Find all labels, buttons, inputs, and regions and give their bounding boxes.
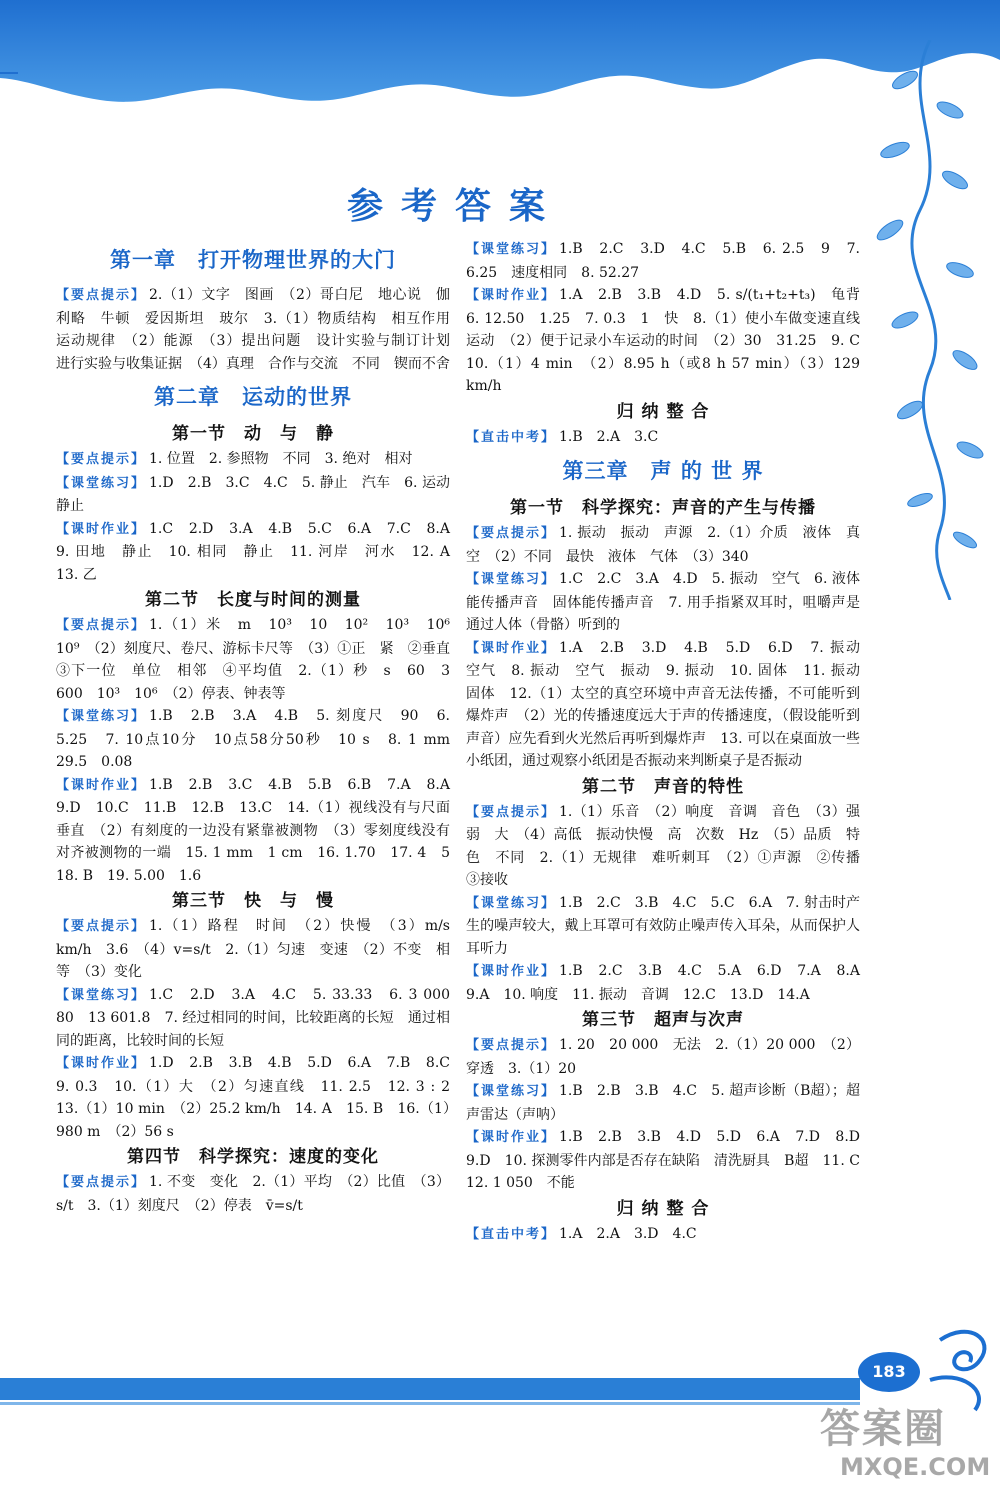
answer-text: 1. 振动 振动 声源 2.（1）介质 液体 真空 （2）不同 最快 液体 气体 （3）340 [466,525,860,565]
section-title: 第三节 快 与 慢 [172,891,334,911]
answer-text: 1.C 2.D 3.A 4.B 5.C 6.A 7.C 8.A 9. 田地 静止 10. 相同 静止 11. 河岸 河水 12. A 13. 乙 [56,520,464,583]
answer-tag: 【课时作业】 [466,640,557,656]
answer-block [56,472,464,518]
answer-tag: 【要点提示】 [56,1175,147,1190]
page-title: 参考答案 [346,186,563,227]
answer-block [466,522,860,568]
section-title: 第一节 科学探究：声音的产生与传播 [510,498,816,518]
answer-tag: 【要点提示】 [56,618,147,633]
footer-line [0,1402,860,1405]
section-title: 第三节 超声与次声 [582,1010,744,1030]
header-wave-banner [0,0,1000,120]
answer-tag: 【课堂练习】 [466,1084,557,1099]
section-title: 第一节 动 与 静 [172,424,334,444]
answer-tag: 【要点提示】 [56,288,147,303]
answer-tag: 【要点提示】 [56,452,147,467]
answer-block [56,705,464,774]
answer-tag: 【要点提示】 [56,919,147,934]
answer-text: 1. 不变 变化 2.（1）平均 （2）比值 （3）s/t 3.（1）刻度尺 （2）停表 v̄=s/t [56,1174,450,1214]
answer-block [466,426,860,450]
answer-text: 1.D 2.B 3.B 4.B 5.D 6.A 7.B 8.C 9. 0.3 10.（1）大 （2）匀速直线 11. 2.5 12. 3 : 2 13.（1）10 min （2）25.2 km/h 14. A 15. B 16.（1）980 m （2）56 s [56,1055,464,1140]
summary-title: 归 纳 整 合 [616,1198,710,1219]
answer-text: 1.（1）乐音 （2）响度 音调 音色 （3）强弱 大 （4）高低 振动快慢 高 次数 Hz （5）品质 特色 不同 2.（1）无规律 难听刺耳 （2）①声源 ②传播 ③接收 [466,803,874,888]
answer-text: 1.B 2.B 3.B 4.C 5. 超声诊断（B超）；超声雷达（声呐） [466,1083,860,1123]
answer-tag: 【课堂练习】 [466,242,557,257]
answer-block [466,892,860,961]
answer-text: 1.B 2.C 3.B 4.C 5.A 6.D 7.A 8.A 9.A 10. 响度 11. 振动 音调 12.C 13.D 14.A [466,963,874,1003]
answer-text: 1.（1）路程 时间 （2）快慢 （3）m/s km/h 3.6 （4）v=s/t 2.（1）匀速 变速 （2）不变 相等 （3）变化 [56,918,464,980]
answer-tag: 【要点提示】 [466,804,557,820]
watermark-url: MXQE.COM [840,1453,991,1481]
answer-text: 1.C 2.C 3.A 4.D 5. 振动 空气 6. 液体能传播声音 固体能传播声音 7. 用手指紧双耳时，咀嚼声是通过人体（骨骼）听到的 [466,571,860,633]
answer-tag: 【直击中考】 [466,429,557,445]
answer-tag: 【课时作业】 [466,288,557,303]
answer-tag: 【课时作业】 [56,521,147,537]
answer-tag: 【课时作业】 [466,964,557,979]
answer-text: 1. 20 20 000 无法 2.（1）20 000 （2）穿透 3.（1）20 [466,1037,860,1077]
answer-text: 1.A 2.B 3.B 4.D 5. s/(t₁+t₂+t₃) 龟背 6. 12.50 1.25 7. 0.3 1 快 8.（1）使小车做变速直线运动 （2）便于记录小车运动的时间 （2）30 31.25 9. C 10.（1）4 min （2）8.95 h（或8 h 57 min）（3）129 km/h [466,287,874,394]
answer-block [56,518,464,587]
answer-block [466,238,860,284]
answer-block [466,1223,860,1247]
answer-block [466,1080,860,1126]
answer-tag: 【课时作业】 [56,777,147,793]
answer-block [56,1171,450,1217]
answer-block [56,284,464,375]
answer-text: 1.B 2.B 3.A 4.B 5. 刻度尺 90 6. 5.25 7. 10点10分 10点58分50秒 10 s 8. 1 mm 29.5 0.08 [56,708,464,770]
vine-decoration [860,40,1000,600]
answer-block [56,984,464,1053]
answer-block [466,637,874,773]
answer-text: 1.（1）米 m 10³ 10 10² 10³ 10⁶ 10⁹ （2）刻度尺、卷尺、游标卡尺等 （3）①正 紧 ②垂直 ③下一位 单位 相邻 ④平均值 2.（1）秒 s 60 3 600 10³ 10⁶ （2）停表、钟表等 [56,617,464,702]
watermark [800,1395,1000,1491]
answer-block [56,448,450,472]
answer-block [466,568,860,637]
answer-block [466,801,874,892]
answer-text: 2.（1）文字 图画 （2）哥白尼 地心说 伽利略 牛顿 爱因斯坦 玻尔 3.（1）物质结构 相互作用 运动规律 （2）能源 （3）提出问题 设计实验与制订计划 进行实验与收集证据 （4）真理 合作与交流 不同 锲而不舍 [56,287,464,372]
answer-text: 1.C 2.D 3.A 4.C 5. 33.33 6. 3 000 80 13 601.8 7. 经过相同的时间，比较距离的长短 通过相同的距离，比较时间的长短 [56,986,464,1049]
answer-tag: 【课堂练习】 [56,475,147,491]
right-column [466,238,874,1246]
answer-text: 1.B 2.C 3.D 4.C 5.B 6. 2.5 9 7. 6.25 速度相同 8. 52.27 [466,241,860,281]
answer-block [56,614,464,705]
answer-block [466,1126,874,1195]
answer-block [466,960,874,1006]
answer-text: 1.D 2.B 3.C 4.C 5. 静止 汽车 6. 运动 静止 [56,474,464,514]
section-title: 第二节 长度与时间的测量 [145,590,361,610]
answer-tag: 【要点提示】 [466,1038,557,1053]
answer-tag: 【课堂练习】 [56,709,147,724]
section-title: 第四节 科学探究：速度的变化 [127,1147,379,1167]
answer-tag: 【课堂练习】 [466,572,557,587]
answer-block [466,284,874,398]
answer-tag: 【直击中考】 [466,1226,557,1242]
answer-text: 1.A 2.A 3.D 4.C [559,1225,697,1242]
left-column [56,238,464,1217]
answer-text: 1.B 2.C 3.B 4.C 5.C 6.A 7. 射击时产生的噪声较大，戴上耳罩可有效防止噪声传入耳朵，从而保护人耳听力 [466,894,860,957]
answer-block [56,1052,464,1143]
chapter-1-title: 第一章 打开物理世界的大门 [110,248,396,272]
answer-text: 1.B 2.A 3.C [559,428,659,445]
answer-text: 1. 位置 2. 参照物 不同 3. 绝对 相对 [149,451,413,467]
answer-tag: 【课时作业】 [466,1130,557,1145]
answer-text: 1.A 2.B 3.D 4.B 5.D 6.D 7. 振动 空气 8. 振动 空气 振动 9. 振动 10. 固体 11. 振动 固体 12.（1）太空的真空环境中声音无法传播，不可能听到爆炸声 （2）光的传播速度远大于声的传播速度，（假设能听到声音）应先看到火光然后再听到爆炸声 13. 可以在桌面放一些小纸团，通过观察小纸团是否振动来判断桌子是否振动 [466,639,874,769]
chapter-2-title: 第二章 运动的世界 [154,385,352,409]
answer-tag: 【课堂练习】 [56,987,147,1003]
page-number: 183 [858,1352,920,1392]
watermark-logo: 答案圈 [820,1406,946,1452]
answer-tag: 【课时作业】 [56,1056,147,1071]
footer-bar [0,1378,860,1400]
section-title: 第二节 声音的特性 [582,776,744,797]
answer-block [56,774,464,888]
answer-tag: 【要点提示】 [466,526,557,541]
summary-title: 归 纳 整 合 [616,401,710,422]
answer-block [56,915,464,984]
answer-text: 1.B 2.B 3.B 4.D 5.D 6.A 7.D 8.D 9.D 10. 探测零件内部是否存在缺陷 清洗厨具 B超 11. C 12. 1 050 不能 [466,1129,874,1191]
answer-text: 1.B 2.B 3.C 4.B 5.B 6.B 7.A 8.A 9.D 10.C 11.B 12.B 13.C 14.（1）视线没有与尺面垂直 （2）有刻度的一边没有紧靠被测物 （3）零刻度线没有对齐被测物的一端 15. 1 mm 1 cm 16. 1.70 17. 4 5 18. B 19. 5.00 1.6 [56,776,464,884]
answer-block [466,1034,860,1080]
answer-tag: 【课堂练习】 [466,895,557,911]
chapter-3-title: 第三章 声 的 世 界 [562,459,764,483]
